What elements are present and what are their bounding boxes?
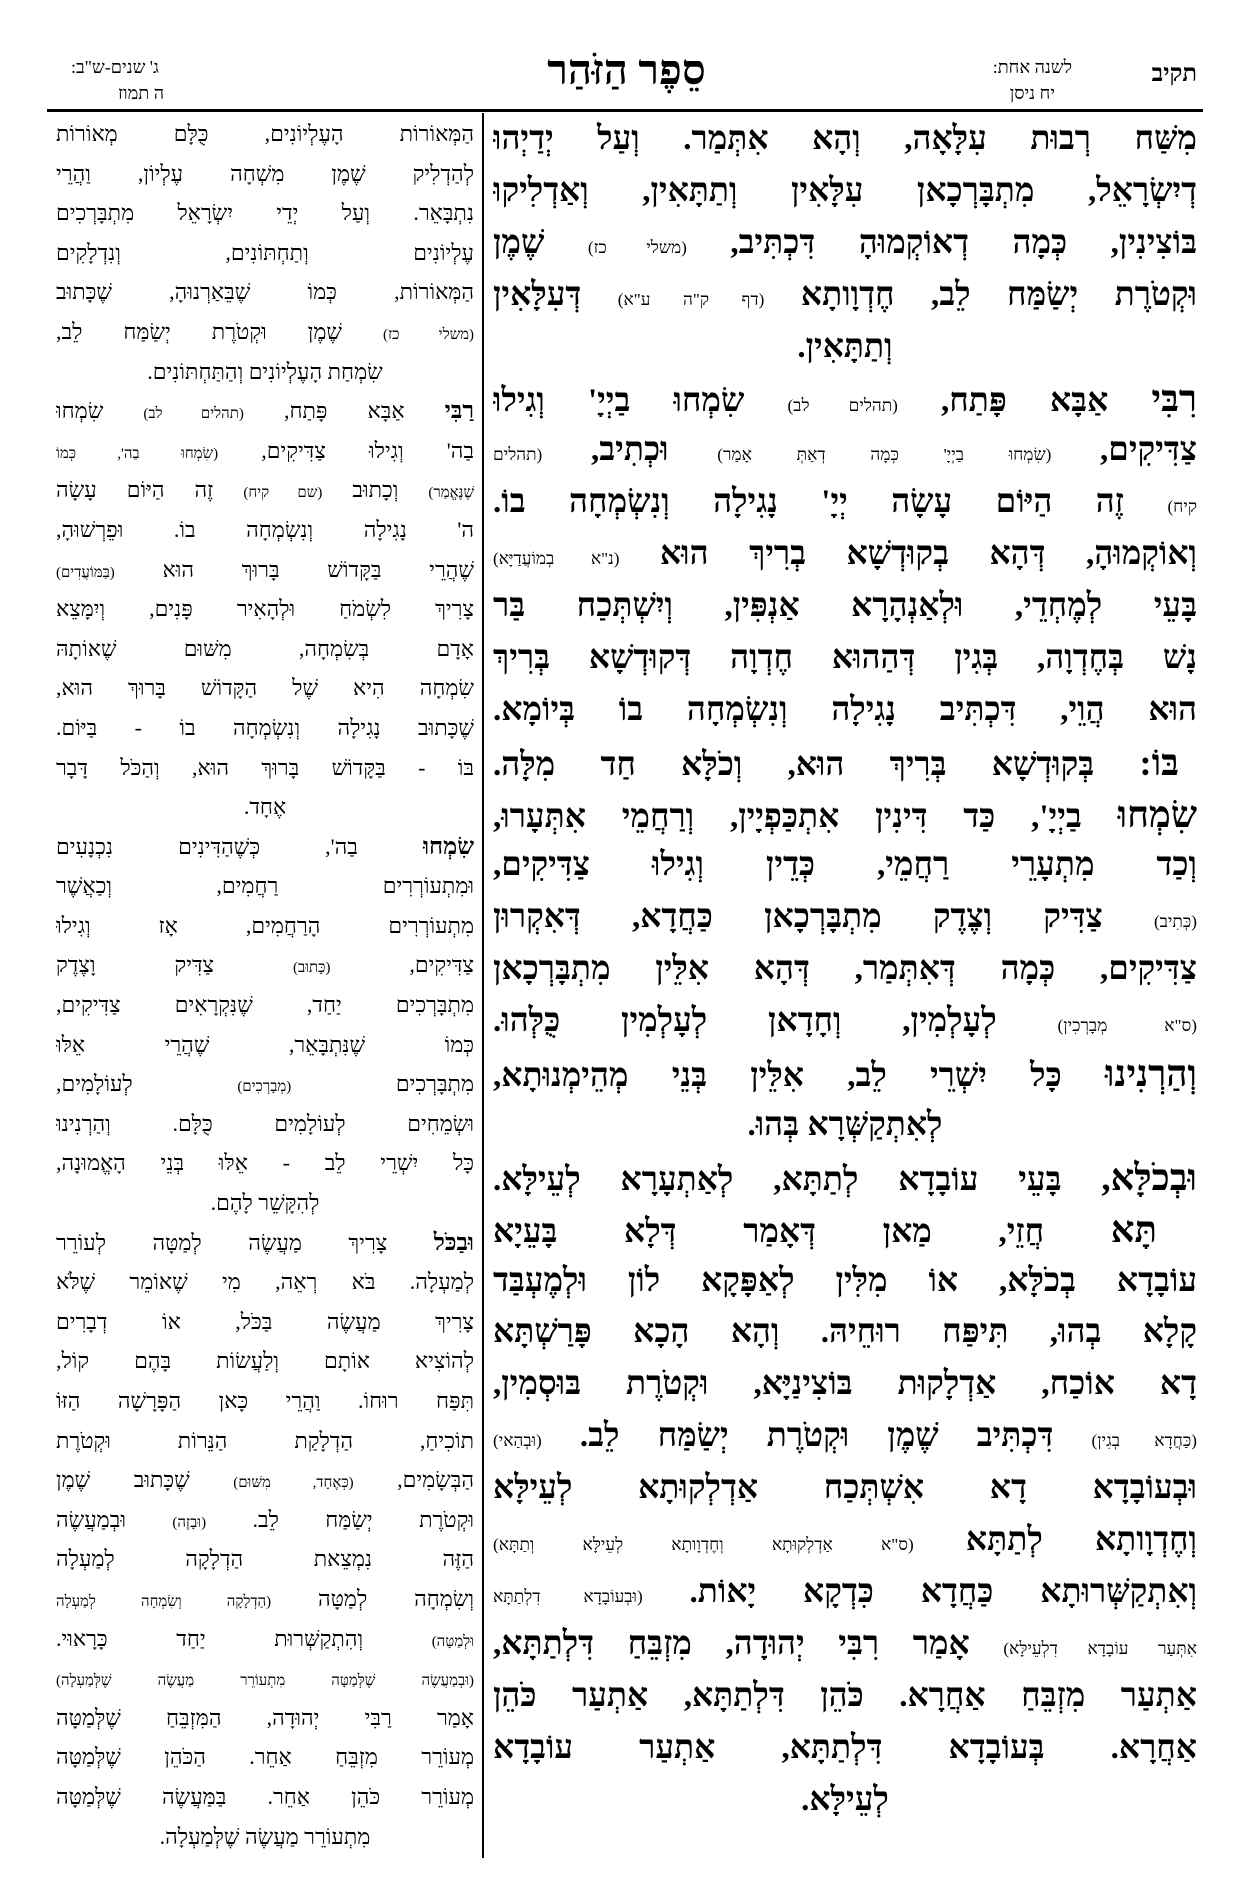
text-segment: לְאִתְקַשְּׁרָא בְּהוּ. <box>747 1106 943 1143</box>
lead-word: בּוֹ: <box>1139 741 1179 783</box>
text-segment: כָּל יִשְׁרֵי לֵב, אִלֵּין בְּנֵי מְהֵימְנוּתָא, <box>493 1058 1062 1095</box>
source-reference: (וּבְעוֹבָדָא דִלְתַתָּא <box>493 1586 643 1606</box>
text-segment: צָרִיךְ לִשְׂמֹחַ וּלְהָאִיר פָּנִים, וְיִמָּצֵא <box>56 596 474 622</box>
text-segment: ה' נָגִילָה וְנִשְׂמְחָה בוֹ. וּפֵרְשׁוּהָ, <box>56 516 474 542</box>
text-segment: שֶׁמֶן <box>493 224 545 261</box>
aramaic-text-line <box>493 1671 1197 1723</box>
source-reference: (בַּמּוֹעֲדִים) <box>56 564 115 581</box>
hebrew-text-line <box>56 589 474 629</box>
source-reference: אִתְּעַר עוֹבָדָא דִלְעֵילָּא) <box>1003 1638 1197 1658</box>
source-reference: (כְּאֶחָד, מִשּׁוּם) <box>233 1475 354 1492</box>
text-segment: צַדִּיק וְצֶדֶק מִתְבָּרְכָאן כַּחֲדָא, דְּאִקְרוּן <box>493 899 1103 936</box>
hebrew-text-line <box>56 1658 474 1698</box>
text-segment: וּבְעוֹבָדָא דָא אִשְׁתְּכַח אַדְלְקוּתָא לְעֵילָּא <box>493 1470 1197 1507</box>
aramaic-text-line <box>493 944 1197 996</box>
text-segment: וּקְטֹרֶת יְשַׂמַּח לֵב. <box>252 1506 474 1532</box>
text-segment: וְכַד מִתְעָרֵי רַחֲמֵי, כְּדֵין וְגִילוּ צַדִּיקִים, <box>493 847 1197 884</box>
text-segment: תִּפַּח רוּחוֹ. וַהֲרֵי כָּאן הַפָּרָשָׁה הַזּוֹ <box>56 1388 474 1413</box>
hebrew-text-line <box>56 1619 474 1659</box>
text-segment: שֶׁכָּתוּב שֶׁמֶן <box>56 1467 190 1493</box>
text-segment: שִׂמְחוּ <box>56 398 104 424</box>
text-segment: הַזֶּה נִמְצֵאת הַדְלָקָה לְמַעְלָה <box>56 1546 474 1572</box>
source-reference: (כְּתִיב) <box>1153 912 1197 932</box>
text-segment: הַבְּשָׂמִים, <box>397 1467 474 1493</box>
source-reference: (תהלים <box>493 445 543 465</box>
column-divider <box>482 113 484 1858</box>
text-segment: וְחֶדְוָותָא לְתַתָּא <box>965 1522 1197 1559</box>
hebrew-text-line <box>56 748 474 788</box>
text-segment: וְשִׂמְחָה לְמַטָּה <box>317 1585 474 1611</box>
text-segment: הוּא הֲוֵי, דִּכְתִּיב נָגִילָה וְנִשְׂמְחָה בוֹ בְּיוֹמָא. <box>493 691 1197 728</box>
aramaic-text-line <box>493 1152 1197 1204</box>
hebrew-text-line <box>56 906 474 946</box>
hebrew-text-line <box>56 1104 474 1144</box>
hebrew-text-line <box>56 312 474 352</box>
text-segment: וּשְׂמֵחִים לְעוֹלָמִים כֻּלָּם. וְהַרְנִינוּ <box>56 1110 474 1136</box>
hebrew-text-line <box>56 1025 474 1065</box>
hebrew-text-line <box>56 1421 474 1461</box>
aramaic-text-line <box>493 477 1197 529</box>
text-segment: וְהִתְקַשְּׁרוּת יַחַד כָּרָאוּי. <box>56 1625 364 1651</box>
aramaic-text-line <box>493 840 1197 892</box>
text-segment: לְעָלְמִין, וְחָדָאן לְעָלְמִין כֻּלְּהוּ. <box>493 1003 997 1040</box>
one-year-schedule-date: יח ניסן <box>1009 83 1055 103</box>
aramaic-text-line <box>493 1256 1197 1308</box>
text-segment: תוֹכִיחַ, הַדְלָקַת הַנֵּרוֹת וּקְטֹרֶת <box>56 1427 474 1453</box>
three-year-schedule-date: ה תמוז <box>118 83 165 103</box>
text-segment: צַדִּיקִים, <box>1100 432 1197 469</box>
text-segment: דָא אוֹכַח, אַדְלָקוּת בּוֹצִינַיָּא, וּקְטֹרֶת בּוּסְמִין, <box>493 1366 1197 1403</box>
text-segment: צַדִּיקִים, כְּמָה דְּאִתְּמַר, דְּהָא אִלֵּין מִתְבָּרְכָאן <box>493 951 1197 988</box>
text-segment: שֶׁמֶן וּקְטֹרֶת יְשַׂמַּח לֵב, <box>56 318 342 344</box>
text-segment: בָּעֵי עוֹבָדָא לְתַתָּא, לְאַתְעָרָא לְעֵילָּא. <box>493 1161 1062 1198</box>
aramaic-text-line <box>493 1307 1197 1359</box>
source-reference: (כַּחֲדָא בְגִין) <box>1091 1431 1197 1451</box>
aramaic-text-line <box>493 581 1197 633</box>
hebrew-text-line <box>56 1737 474 1777</box>
book-title: סֵפֶר הַזֹּהַר <box>547 48 706 94</box>
source-reference: (שִׂמְחוּ בַיְיָ' כְּמָה דְאַתְּ אָמַר) <box>717 445 1052 465</box>
three-year-schedule-label: ג' שנים-ש"ב: <box>71 57 159 77</box>
text-segment: אֶחָד. <box>243 794 287 820</box>
hebrew-text-line <box>56 431 474 471</box>
lead-word: שִׂמְחוּ <box>422 833 474 860</box>
text-segment: עֶלְיוֹנִים וְתַחְתּוֹנִים, וְנִדְלָקִים <box>56 239 474 265</box>
text-segment: לְמַעְלָה. בֹּא רְאֵה, מִי שֶׁאוֹמֵר שֶׁלֹּא <box>56 1269 474 1295</box>
aramaic-text-line <box>493 425 1197 477</box>
hebrew-text-line <box>56 866 474 906</box>
lead-word: וּבַכֹּל <box>433 1229 474 1256</box>
text-segment: וְכָתוּב <box>352 477 399 503</box>
hebrew-text-line <box>56 391 474 431</box>
text-segment: לְעֵילָּא. <box>801 1781 889 1818</box>
text-segment: שִׂמְחוּ בַיְיָ' וְגִילוּ <box>493 383 745 420</box>
aramaic-text-line <box>493 633 1197 685</box>
source-reference: (ס"א מְבָרְכִין) <box>1057 1016 1197 1036</box>
text-segment: אַחֲרָא. בְּעוֹבָדָא דִּלְתַתָּא, אַתְעַר עוֹבָדָא <box>493 1729 1197 1766</box>
aramaic-text-line <box>493 1204 1197 1256</box>
hebrew-text-line <box>56 985 474 1025</box>
hebrew-text-line <box>56 193 474 233</box>
aramaic-text-line <box>493 892 1197 944</box>
hebrew-text-line <box>56 1460 474 1500</box>
text-segment: שֶׁהֲרֵי בַּקָּדוֹשׁ בָּרוּךְ הוּא <box>162 556 474 582</box>
text-segment: וּבְמַעֲשֶׂה <box>56 1506 126 1532</box>
hebrew-text-line <box>56 1777 474 1817</box>
source-reference: (נ"א בְמוֹעֲדַיָּא) <box>493 549 620 569</box>
hebrew-text-line <box>56 1817 474 1857</box>
aramaic-text-line <box>493 373 1197 425</box>
text-segment: אַבָּא פָּתַח, <box>941 383 1109 420</box>
text-segment: וּקְטֹרֶת יְשַׂמַּח לֵב, חֶדְוָותָא <box>800 276 1197 313</box>
hebrew-text-line <box>56 154 474 194</box>
text-segment: לְהוֹצִיא אוֹתָם וְלַעֲשׂוֹת בָּהֶם קוֹל, <box>56 1348 474 1374</box>
aramaic-text-line <box>493 1048 1197 1100</box>
text-segment: נָשׁ בְּחֶדְוָה, בְּגִין דְּהַהוּא חֶדְוָה דְּקוּדְשָׁא בְּרִיךְ <box>493 639 1197 676</box>
aramaic-text-line <box>493 322 1197 374</box>
text-segment: מִתְעוֹרְרִים הָרַחֲמִים, אָז וְגִילוּ <box>56 912 474 938</box>
hebrew-text-line <box>56 1183 474 1223</box>
lead-word: רִבִּי <box>1151 378 1197 420</box>
hebrew-text-line <box>56 352 474 392</box>
text-segment: אָדָם בְּשִׂמְחָה, מִשּׁוּם שֶׁאוֹתָהּ <box>56 635 474 661</box>
source-reference: (משלי כז) <box>587 237 687 257</box>
text-segment: בּוֹצִינִין, כְּמָה דְאוֹקְמוּהָ דִּכְתִּיב, <box>730 224 1197 261</box>
text-segment: צַדִּיק וָצֶדֶק <box>56 952 215 978</box>
text-segment: אָמַר רִבִּי יְהוּדָה, מִזְבֵּחַ דִּלְתַתָּא, <box>493 1625 970 1662</box>
hebrew-text-line <box>56 1262 474 1302</box>
source-reference: (וּבְהַאי) <box>493 1431 542 1451</box>
text-segment: זֶה הַיּוֹם עָשָׂה יְיָ' נָגִילָה וְנִשְׂמְחָה בוֹ. <box>493 484 1124 521</box>
lead-word: תָּא <box>1110 1208 1158 1250</box>
aramaic-text-line <box>493 1463 1197 1515</box>
hebrew-text-line <box>56 1579 474 1619</box>
text-segment: שֶׁכָּתוּב נָגִילָה וְנִשְׂמְחָה בוֹ - בַּיּוֹם. <box>56 714 474 740</box>
hebrew-text-line <box>56 1381 474 1421</box>
aramaic-text-line <box>493 737 1197 789</box>
text-segment: בְּקוּדְשָׁא בְּרִיךְ הוּא, וְכֹלָּא חַד מִלָּה. <box>493 746 1095 783</box>
text-segment: וְתַתָּאִין. <box>797 328 893 365</box>
hebrew-text-line <box>56 668 474 708</box>
text-segment: עוֹבָדָא בְכֹלָּא, אוֹ מִלִּין לְאַפָּקָא לוֹן וּלְמֶעְבַּד <box>493 1262 1197 1299</box>
text-segment: וּכְתִיב, <box>591 432 669 469</box>
source-reference: (שִׂמְחוּ בַה', כְּמוֹ <box>56 445 219 462</box>
text-segment: בָּעֵי לְמֶחְדֵי, וּלְאַנְהָרָא אַנְפִּין, וְיִשְׁתְּכַח בַּר <box>493 588 1197 625</box>
hebrew-text-line <box>56 1341 474 1381</box>
text-segment: וְאוֹקְמוּהָ, דְּהָא בְקוּדְשָׁא בְרִיךְ הוּא <box>659 536 1197 573</box>
hebrew-text-line <box>56 1698 474 1738</box>
text-segment: בַה' וְגִילוּ צַדִּיקִים, <box>261 437 474 463</box>
aramaic-text-line <box>493 1723 1197 1775</box>
hebrew-text-line <box>56 1143 474 1183</box>
aramaic-text-line <box>493 218 1197 270</box>
source-reference: (תהלים לב) <box>143 406 244 423</box>
source-reference: (וּבְמַעֲשֶׂה שֶׁלְּמַטָּה מִתְעוֹרֵר מַעֲשֶׂה שֶׁלְּמַעְלָה) <box>56 1673 474 1690</box>
source-reference: (וּבָזֶה) <box>172 1514 207 1531</box>
source-reference: (דף ק"ה ע"א) <box>617 289 765 309</box>
text-segment: שִׂמְחַת הָעֶלְיוֹנִים וְהַתַּחְתּוֹנִים. <box>147 358 383 384</box>
text-segment: בּוֹ - בַּקָּדוֹשׁ בָּרוּךְ הוּא, וְהַכֹּל דָּבָר <box>56 754 474 780</box>
text-segment: בַיְיָ', כַּד דִּינִין אִתְכַּפְיָין, וְרַחֲמֵי אִתְּעָרוּ, <box>493 798 1082 835</box>
text-segment: חֲזֵי, מַאן דְּאָמַר דְּלָא בָּעֵיָא <box>493 1213 1045 1250</box>
source-reference: קיח) <box>1167 497 1197 517</box>
page-number: תקיב <box>1151 61 1197 87</box>
aramaic-text-line <box>493 1515 1197 1567</box>
text-segment: צַדִּיקִים, <box>409 952 474 978</box>
hebrew-text-line <box>56 827 474 867</box>
text-segment: מִתְבָּרְכִים <box>395 1071 474 1097</box>
hebrew-text-line <box>56 550 474 590</box>
text-segment: הַמְּאוֹרוֹת, כְּמוֹ שֶׁבֵּאַרְנוּהָ, שֶׁכָּתוּב <box>56 279 474 305</box>
aramaic-text-line <box>493 1619 1197 1671</box>
hebrew-text-line <box>56 629 474 669</box>
text-segment: אַתְעַר מִזְבֵּחַ אַחֲרָא. כֹּהֵן דִּלְתַתָּא, אַתְעַר כֹּהֵן <box>493 1677 1197 1714</box>
text-segment: נִתְבָּאֵר. וְעַל יְדֵי יִשְׂרָאֵל מִתְבָּרְכִים <box>56 200 474 226</box>
text-segment: דִּכְתִּיב שֶׁמֶן וּקְטֹרֶת יְשַׂמַּח לֵב. <box>579 1418 1054 1455</box>
lead-word: וְהַרְנִינוּ <box>1104 1053 1197 1095</box>
header-rule <box>47 109 1203 112</box>
aramaic-text-column <box>493 114 1197 1826</box>
hebrew-text-line <box>56 1223 474 1263</box>
text-segment: שִׂמְחָה הִיא שֶׁל הַקָּדוֹשׁ בָּרוּךְ הוּא, <box>56 675 474 701</box>
text-segment: כָּל יִשְׁרֵי לֵב - אֵלּוּ בְּנֵי הָאֱמוּנָה, <box>56 1150 474 1176</box>
text-segment: דְּעִלָּאִין <box>493 276 582 313</box>
hebrew-text-line <box>56 1539 474 1579</box>
text-segment: לְהִקָּשֵׁר לָהֶם. <box>210 1190 320 1216</box>
hebrew-text-line <box>56 272 474 312</box>
source-reference: (שם קיח) <box>243 485 323 502</box>
text-segment: קָלָא בְהוּ, תִּיפַּח רוּחֵיהּ. וְהָא הָכָא פָּרַשְׁתָּא <box>493 1314 1197 1351</box>
text-segment: מְעוֹרֵר מִזְבֵּחַ אַחֵר. הַכֹּהֵן שֶׁלְּמַטָּה <box>56 1744 474 1770</box>
aramaic-text-line <box>493 1411 1197 1463</box>
text-segment: מִתְבָּרְכִים יַחַד, שֶׁנִּקְרָאִים צַדִּיקִים, <box>56 992 474 1018</box>
source-reference: שֶׁנֶּאֱמַר) <box>428 485 474 502</box>
source-reference: (הַדְלָקָה וְשִׂמְחָה לְמַעְלָה <box>56 1593 272 1610</box>
aramaic-text-line <box>493 166 1197 218</box>
text-segment: דְיִשְׂרָאֵל, מִתְבָּרְכָאן עִלָּאִין וְתַתָּאִין, וְאַדְלִיקוּ <box>493 172 1197 209</box>
source-reference: (משלי כז) <box>382 326 474 343</box>
hebrew-text-line <box>56 787 474 827</box>
aramaic-text-line <box>493 996 1197 1048</box>
hebrew-text-line <box>56 114 474 154</box>
aramaic-text-line <box>493 114 1197 166</box>
lead-word: וּבְכֹלָּא, <box>1101 1156 1197 1198</box>
aramaic-text-line <box>493 789 1197 841</box>
text-segment: צָרִיךְ מַעֲשֶׂה בַּכֹּל, אוֹ דְבָרִים <box>56 1308 474 1334</box>
aramaic-text-line <box>493 1100 1197 1152</box>
aramaic-text-line <box>493 1359 1197 1411</box>
hebrew-text-line <box>56 510 474 550</box>
hebrew-text-line <box>56 1500 474 1540</box>
hebrew-text-line <box>56 708 474 748</box>
aramaic-text-line <box>493 529 1197 581</box>
hebrew-translation-column <box>56 114 474 1856</box>
one-year-schedule-label: לשנה אחת: <box>992 57 1072 77</box>
lead-word: רַבִּי <box>444 398 474 425</box>
hebrew-text-line <box>56 470 474 510</box>
text-segment: מִתְעוֹרֵר מַעֲשֶׂה שֶׁלְּמַעְלָה. <box>159 1823 371 1849</box>
text-segment: זֶה הַיּוֹם עָשָׂה <box>56 477 214 503</box>
lead-word: שִׂמְחוּ <box>1117 793 1197 835</box>
aramaic-text-line <box>493 685 1197 737</box>
source-reference: (ס"א אַדְלְקוּתָא וְחֶדְוָותָא לְעֵילָּא וְתַתָּא) <box>493 1535 914 1555</box>
aramaic-text-line <box>493 1775 1197 1827</box>
aramaic-text-line <box>493 1567 1197 1619</box>
text-segment: צָרִיךְ מַעֲשֶׂה לְמַטָּה לְעוֹרֵר <box>56 1229 388 1255</box>
hebrew-text-line <box>56 945 474 985</box>
aramaic-text-line <box>493 270 1197 322</box>
hebrew-text-line <box>56 1064 474 1104</box>
text-segment: מְעוֹרֵר כֹּהֵן אַחֵר. בַּמַּעֲשֶׂה שֶׁלְּמַטָּה <box>56 1783 474 1809</box>
source-reference: (כָּתוּב) <box>293 960 331 977</box>
source-reference: (תהלים לב) <box>787 396 898 416</box>
hebrew-text-line <box>56 1302 474 1342</box>
source-reference: (מְבָרְכִים) <box>237 1079 292 1096</box>
source-reference: וּלְמַטָּה) <box>431 1633 474 1650</box>
text-segment: מִשַּׁח רְבוּת עִלָּאָה, וְהָא אִתְּמַר. וְעַל יְדַיְהוּ <box>493 121 1197 157</box>
text-segment: לְעוֹלָמִים, <box>56 1071 133 1097</box>
text-segment: אָמַר רַבִּי יְהוּדָה, הַמִּזְבֵּחַ שֶׁלְּמַטָּה <box>56 1704 474 1730</box>
text-segment: וּמִתְעוֹרְרִים רַחֲמִים, וְכַאֲשֶׁר <box>56 873 474 899</box>
text-segment: אַבָּא פָּתַח, <box>283 398 405 424</box>
text-segment: הַמְּאוֹרוֹת הָעֶלְיוֹנִים, כֻּלָּם מְאוֹרוֹת <box>56 121 474 146</box>
text-segment: לְהַדְלִיק שֶׁמֶן מִשְׁחָה עֶלְיוֹן, וַהֲרֵי <box>56 160 474 186</box>
text-segment: כְּמוֹ שֶׁנִּתְבָּאֵר, שֶׁהֲרֵי אֵלּוּ <box>56 1031 474 1057</box>
hebrew-text-line <box>56 233 474 273</box>
text-segment: וְאִתְקַשְּׁרוּתָא כַּחֲדָא כִּדְקָא יָאוֹת. <box>689 1573 1197 1610</box>
text-segment: בַה', כְּשֶׁהַדִּינִים נִכְנָעִים <box>56 833 358 859</box>
